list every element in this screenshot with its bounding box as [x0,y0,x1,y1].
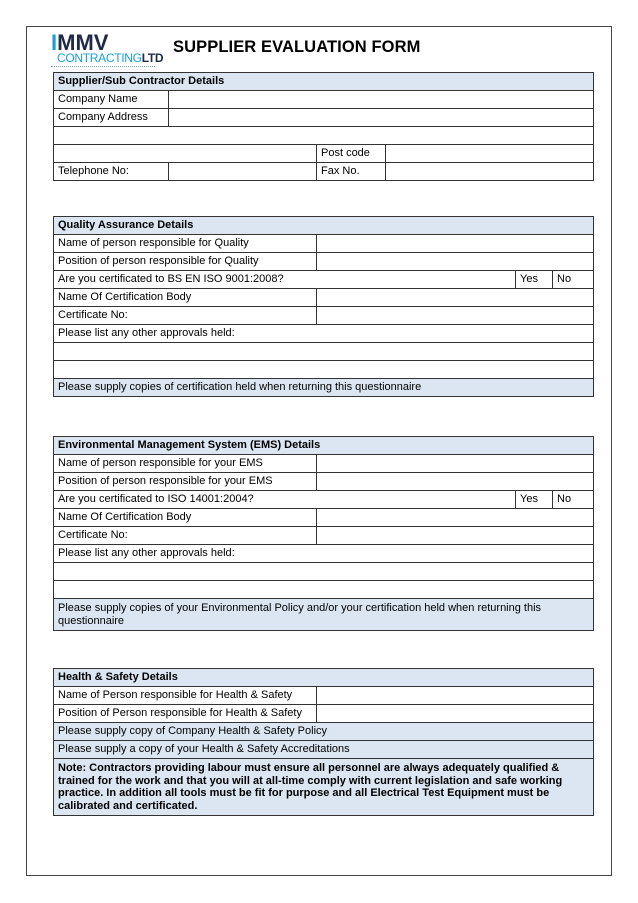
logo-mark: IMMV [51,30,109,55]
health-safety-table [53,668,594,816]
ems-details-table [53,436,594,631]
company-address-label: Company Address [54,109,169,127]
quality-position-label: Position of person responsible for Quality [54,253,317,271]
hs-heading: Health & Safety Details [54,669,594,687]
ems-position-label: Position of person responsible for your EMS [54,473,317,491]
quality-certified-question: Are you certificated to BS EN ISO 9001:2008? [54,271,516,289]
hs-person-label: Name of Person responsible for Health & Safety [54,687,317,705]
ems-approvals-field-2[interactable] [54,581,594,599]
ems-position-field[interactable] [317,473,594,491]
post-code-field[interactable] [386,145,594,163]
quality-supply-note: Please supply copies of certification held when returning this questionnaire [54,379,594,397]
quality-yes-option[interactable]: Yes [516,271,553,289]
ems-certified-question: Are you certificated to ISO 14001:2004? [54,491,516,509]
quality-details-table [53,216,594,397]
quality-position-field[interactable] [317,253,594,271]
quality-approvals-label: Please list any other approvals held: [54,325,594,343]
telephone-label: Telephone No: [54,163,169,181]
ems-cert-body-field[interactable] [317,509,594,527]
quality-cert-no-field[interactable] [317,307,594,325]
fax-label: Fax No. [317,163,386,181]
quality-approvals-field-2[interactable] [54,361,594,379]
ems-heading: Environmental Management System (EMS) Details [54,437,594,455]
page-title: SUPPLIER EVALUATION FORM [173,38,421,56]
quality-person-field[interactable] [317,235,594,253]
ems-supply-note: Please supply copies of your Environmental Policy and/or your certification held when returning this questionnaire [54,599,594,631]
post-code-label: Post code [317,145,386,163]
logo-subtitle: CONTRACTINGLTD [57,51,164,65]
ems-approvals-field-1[interactable] [54,563,594,581]
telephone-field[interactable] [169,163,317,181]
company-name-field[interactable] [169,91,594,109]
logo-tagline [51,66,155,69]
hs-contractor-note: Note: Contractors providing labour must ensure all personnel are always adequately qualified & trained for the work and that you will at all-time comply with current legislation and safe working practice. In addition all tools must be fit for purpose and all Electrical Test Equipment must be calibrated and certificated. [54,759,594,816]
quality-cert-body-field[interactable] [317,289,594,307]
quality-heading: Quality Assurance Details [54,217,594,235]
quality-cert-body-label: Name Of Certification Body [54,289,317,307]
company-logo [51,30,164,70]
ems-person-label: Name of person responsible for your EMS [54,455,317,473]
quality-person-label: Name of person responsible for Quality [54,235,317,253]
fax-field[interactable] [386,163,594,181]
hs-policy-note: Please supply copy of Company Health & Safety Policy [54,723,594,741]
hs-accreditations-note: Please supply a copy of your Health & Safety Accreditations [54,741,594,759]
ems-cert-no-label: Certificate No: [54,527,317,545]
company-name-label: Company Name [54,91,169,109]
quality-no-option[interactable]: No [553,271,594,289]
quality-approvals-field-1[interactable] [54,343,594,361]
hs-position-field[interactable] [317,705,594,723]
address-line-3-field[interactable] [54,145,317,163]
hs-position-label: Position of Person responsible for Health & Safety [54,705,317,723]
ems-cert-body-label: Name Of Certification Body [54,509,317,527]
ems-no-option[interactable]: No [553,491,594,509]
quality-cert-no-label: Certificate No: [54,307,317,325]
company-address-line-2-field[interactable] [54,127,594,145]
hs-person-field[interactable] [317,687,594,705]
supplier-heading: Supplier/Sub Contractor Details [54,73,594,91]
ems-cert-no-field[interactable] [317,527,594,545]
ems-yes-option[interactable]: Yes [516,491,553,509]
ems-approvals-label: Please list any other approvals held: [54,545,594,563]
company-address-field[interactable] [169,109,594,127]
ems-person-field[interactable] [317,455,594,473]
supplier-details-table [53,72,594,181]
